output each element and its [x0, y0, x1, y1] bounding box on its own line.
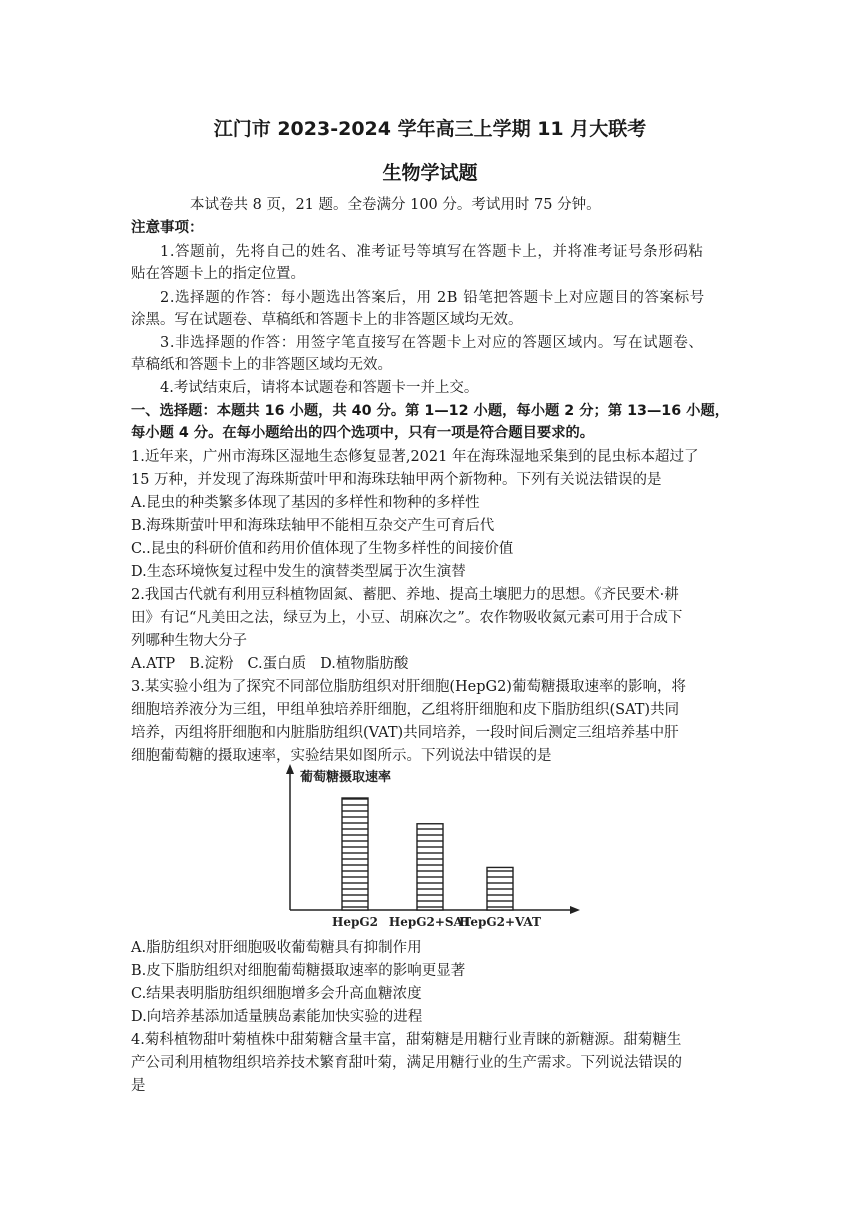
q1-option-d: D.生态环境恢复过程中发生的演替类型属于次生演替	[131, 564, 466, 580]
notice-item-2b: 涂黑。写在试题卷、草稿纸和答题卡上的非答题区域均无效。	[131, 312, 523, 328]
q3-option-c: C.结果表明脂肪组织细胞增多会升高血糖浓度	[131, 986, 422, 1002]
q3-option-b: B.皮下脂肪组织对细胞葡萄糖摄取速率的影响更显著	[131, 963, 466, 979]
q2-stem-2: 田》有记“凡美田之法，绿豆为上，小豆、胡麻次之”。农作物吸收氮元素可用于合成下	[131, 610, 683, 626]
bar-hepg2-sat	[417, 824, 443, 910]
bar-hepg2-vat	[487, 867, 513, 910]
q3-stem-4: 细胞葡萄糖的摄取速率，实验结果如图所示。下列说法中错误的是	[131, 748, 552, 764]
section-heading-1: 一、选择题：本题共 16 小题，共 40 分。第 1—12 小题，每小题 2 分；第 13—16 小题，	[131, 403, 730, 419]
notice-item-2a: 2.选择题的作答：每小题选出答案后，用 2B 铅笔把答题卡上对应题目的答案标号	[160, 290, 705, 306]
q3-option-d: D.向培养基添加适量胰岛素能加快实验的进程	[131, 1009, 423, 1025]
q3-stem-2: 细胞培养液分为三组，甲组单独培养肝细胞，乙组将肝细胞和皮下脂肪组织(SAT)共同	[131, 702, 680, 718]
q1-stem-2: 15 万种，并发现了海珠斯萤叶甲和海珠珐轴甲两个新物种。下列有关说法错误的是	[131, 472, 662, 488]
q1-stem-1: 1.近年来，广州市海珠区湿地生态修复显著,2021 年在海珠湿地采集到的昆虫标本超过了	[131, 449, 699, 465]
x-axis-arrow-icon	[570, 906, 580, 914]
glucose-uptake-chart	[280, 760, 580, 930]
q2-option-d: D.植物脂肪酸	[320, 656, 409, 672]
exam-info: 本试卷共 8 页，21 题。全卷满分 100 分。考试用时 75 分钟。	[190, 197, 601, 213]
q3-option-a: A.脂肪组织对肝细胞吸收葡萄糖具有抑制作用	[131, 940, 422, 956]
q2-option-b: B.淀粉	[189, 656, 234, 672]
x-tick-label: HepG2+VAT	[459, 915, 541, 929]
q1-option-b: B.海珠斯萤叶甲和海珠珐轴甲不能相互杂交产生可育后代	[131, 518, 495, 534]
section-heading-2: 每小题 4 分。在每小题给出的四个选项中，只有一项是符合题目要求的。	[131, 425, 595, 441]
x-tick-label: HepG2	[332, 915, 378, 929]
q3-stem-3: 培养，丙组将肝细胞和内脏脂肪组织(VAT)共同培养，一段时间后测定三组培养基中肝	[131, 725, 679, 741]
q1-option-c: C..昆虫的科研价值和药用价值体现了生物多样性的间接价值	[131, 541, 514, 557]
q3-stem-1: 3.某实验小组为了探究不同部位脂肪组织对肝细胞(HepG2)葡萄糖摄取速率的影响，将	[131, 679, 686, 695]
q2-stem-1: 2.我国古代就有利用豆科植物固氮、蓄肥、养地、提高土壤肥力的思想。《齐民要术·耕	[131, 587, 679, 603]
q4-stem-1: 4.菊科植物甜叶菊植株中甜菊糖含量丰富，甜菊糖是用糖行业青睐的新糖源。甜菊糖生	[131, 1032, 682, 1048]
y-axis-label: 葡萄糖摄取速率	[300, 770, 392, 785]
notice-heading: 注意事项：	[131, 220, 204, 236]
q4-stem-2: 产公司利用植物组织培养技术繁育甜叶菊，满足用糖行业的生产需求。下列说法错误的	[131, 1055, 682, 1071]
q2-option-a: A.ATP	[131, 656, 176, 672]
exam-title: 江门市 2023-2024 学年高三上学期 11 月大联考	[213, 118, 647, 140]
bar-hepg2	[342, 798, 368, 910]
notice-item-3b: 草稿纸和答题卡上的非答题区域均无效。	[131, 357, 392, 373]
exam-subtitle: 生物学试题	[382, 162, 478, 184]
notice-item-1a: 1.答题前，先将自己的姓名、准考证号等填写在答题卡上，并将准考证号条形码粘	[160, 244, 704, 260]
notice-item-1b: 贴在答题卡上的指定位置。	[131, 266, 305, 282]
x-tick-label: HepG2+SAT	[388, 915, 472, 929]
q2-stem-3: 列哪种生物大分子	[131, 633, 247, 649]
q1-option-a: A.昆虫的种类繁多体现了基因的多样性和物种的多样性	[131, 495, 480, 511]
q2-options	[131, 654, 422, 674]
q2-option-c: C.蛋白质	[247, 656, 307, 672]
y-axis-arrow-icon	[286, 764, 294, 774]
notice-item-3a: 3.非选择题的作答：用签字笔直接写在答题卡上对应的答题区域内。写在试题卷、	[160, 335, 704, 351]
q4-stem-3: 是	[131, 1078, 146, 1094]
notice-item-4: 4.考试结束后，请将本试题卷和答题卡一并上交。	[160, 380, 479, 396]
